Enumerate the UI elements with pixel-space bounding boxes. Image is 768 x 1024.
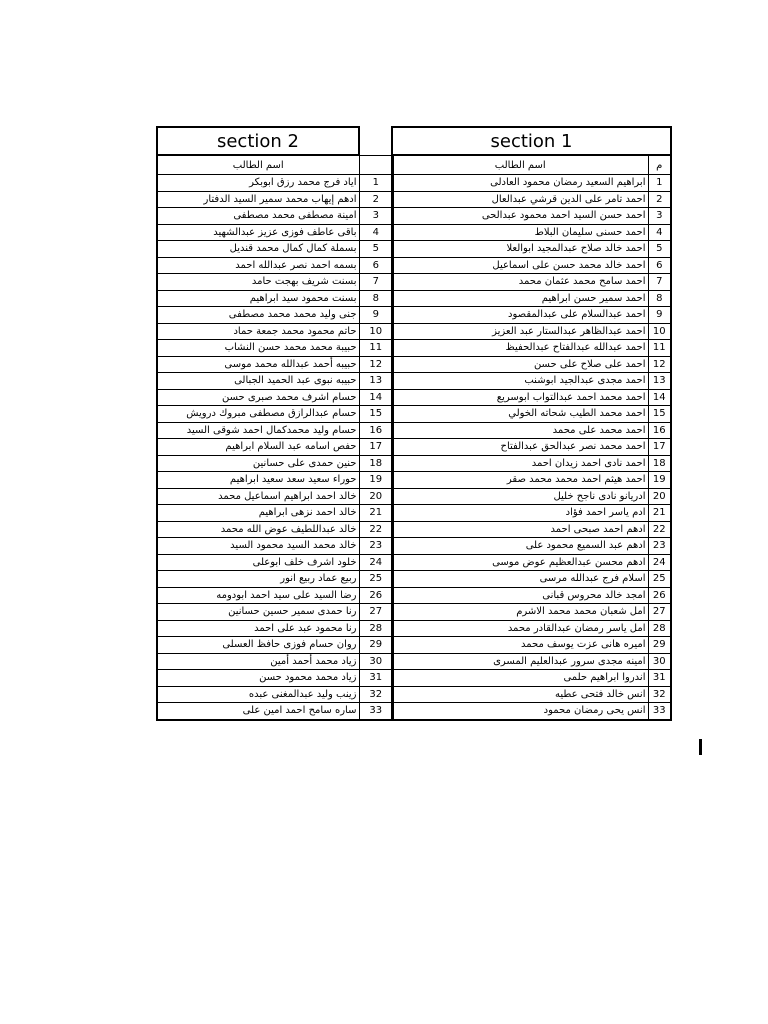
table-row xyxy=(157,191,393,208)
student-name: حسام عبدالرازق مصطفى مبروك درويش xyxy=(157,406,359,423)
student-name: احمد محمد نصر عبدالحق عبدالفتاح xyxy=(392,439,648,456)
table-row xyxy=(392,406,671,423)
section-1-title: section 1 xyxy=(392,127,671,155)
student-name: رنا محمود عبد على احمد xyxy=(157,620,359,637)
student-name: امينة مصطفى محمد مصطفى xyxy=(157,208,359,225)
row-number: 12 xyxy=(648,356,671,373)
student-name: احمد عبدالله عبدالفتاح عبدالحفيظ xyxy=(392,340,648,357)
row-number: 18 xyxy=(648,455,671,472)
table-row xyxy=(157,587,393,604)
row-number: 19 xyxy=(648,472,671,489)
row-number: 30 xyxy=(359,653,393,670)
student-name: احمد عبدالسلام على عبدالمقصود xyxy=(392,307,648,324)
student-name: احمد محمد احمد عبدالتواب ابوسريع xyxy=(392,389,648,406)
row-number: 29 xyxy=(359,637,393,654)
student-name: رضا السيد على سيد احمد ابودومه xyxy=(157,587,359,604)
student-name: ابراهيم السعيد رمضان محمود العادلى xyxy=(392,175,648,192)
student-name: ادم ياسر احمد فؤاد xyxy=(392,505,648,522)
table-row xyxy=(157,406,393,423)
student-name: ادريانو نادى ناجح خليل xyxy=(392,488,648,505)
row-number: 8 xyxy=(359,290,393,307)
table-row xyxy=(157,521,393,538)
row-number: 27 xyxy=(648,604,671,621)
student-name: باقى عاطف فوزى عزيز عبدالشهيد xyxy=(157,224,359,241)
student-name: اسلام فرج عبدالله مرسى xyxy=(392,571,648,588)
student-name: حبيبة محمد محمد حسن النشاب xyxy=(157,340,359,357)
row-number: 26 xyxy=(359,587,393,604)
table-row xyxy=(157,472,393,489)
row-number: 14 xyxy=(359,389,393,406)
table-row xyxy=(157,224,393,241)
row-number: 13 xyxy=(359,373,393,390)
section-2-table xyxy=(156,126,394,721)
row-number: 12 xyxy=(359,356,393,373)
student-name: انس يحى رمضان محمود xyxy=(392,703,648,720)
row-number: 25 xyxy=(359,571,393,588)
student-name: ادهم احمد صبحى احمد xyxy=(392,521,648,538)
row-number: 6 xyxy=(648,257,671,274)
table-row xyxy=(157,439,393,456)
table-row xyxy=(157,670,393,687)
row-number: 11 xyxy=(648,340,671,357)
table-row xyxy=(157,208,393,225)
row-number: 16 xyxy=(648,422,671,439)
student-name: بسنت شريف بهجت حامد xyxy=(157,274,359,291)
table-row xyxy=(157,356,393,373)
row-number: 21 xyxy=(359,505,393,522)
table-row xyxy=(157,653,393,670)
student-name: احمد خالد صلاح عبدالمجيد ابوالعلا xyxy=(392,241,648,258)
row-number: 22 xyxy=(648,521,671,538)
student-name: حبيبه نبوى عبد الحميد الجبالى xyxy=(157,373,359,390)
table-row xyxy=(392,257,671,274)
student-name: خالد محمد السيد محمود السيد xyxy=(157,538,359,555)
row-number: 1 xyxy=(359,175,393,192)
row-number: 17 xyxy=(359,439,393,456)
row-number: 25 xyxy=(648,571,671,588)
table-row xyxy=(392,208,671,225)
table-row xyxy=(157,257,393,274)
row-number: 10 xyxy=(648,323,671,340)
row-number: 20 xyxy=(359,488,393,505)
student-name: امينه مجدى سرور عبدالعليم المسرى xyxy=(392,653,648,670)
student-name: احمد نادى احمد زيدان احمد xyxy=(392,455,648,472)
table-row xyxy=(392,323,671,340)
section-1-name-header: اسم الطالب xyxy=(392,155,648,175)
section-2-title: section 2 xyxy=(157,127,359,155)
table-row xyxy=(392,389,671,406)
row-number: 32 xyxy=(359,686,393,703)
row-number: 7 xyxy=(359,274,393,291)
student-name: زياد محمد أحمد أمين xyxy=(157,653,359,670)
table-row xyxy=(157,323,393,340)
student-name: ساره سامح احمد امين على xyxy=(157,703,359,720)
student-name: احمد مجدى عبدالجيد ابوشنب xyxy=(392,373,648,390)
student-name: اميره هانى عزت يوسف محمد xyxy=(392,637,648,654)
table-row xyxy=(392,686,671,703)
table-row xyxy=(392,175,671,192)
row-number: 31 xyxy=(359,670,393,687)
row-number: 23 xyxy=(359,538,393,555)
table-row xyxy=(392,422,671,439)
table-row xyxy=(157,340,393,357)
student-name: روان حسام فوزى حافظ العسلى xyxy=(157,637,359,654)
student-name: حبيبه أحمد عبدالله محمد موسى xyxy=(157,356,359,373)
table-row xyxy=(392,703,671,720)
table-row xyxy=(392,670,671,687)
row-number: 5 xyxy=(359,241,393,258)
row-number: 9 xyxy=(359,307,393,324)
table-row xyxy=(392,373,671,390)
table-row xyxy=(392,191,671,208)
student-name: احمد تامر على الدين قرشي عبدالعال xyxy=(392,191,648,208)
row-number: 23 xyxy=(648,538,671,555)
table-row xyxy=(157,175,393,192)
row-number: 10 xyxy=(359,323,393,340)
row-number: 32 xyxy=(648,686,671,703)
table-row xyxy=(392,488,671,505)
table-row xyxy=(392,587,671,604)
student-name: انس خالد فتحى عطيه xyxy=(392,686,648,703)
row-number: 17 xyxy=(648,439,671,456)
student-name: اياد فرج محمد رزق ابوبكر xyxy=(157,175,359,192)
row-number: 8 xyxy=(648,290,671,307)
row-number: 3 xyxy=(648,208,671,225)
student-name: خالد احمد نزهى ابراهيم xyxy=(157,505,359,522)
row-number: 33 xyxy=(648,703,671,720)
student-name: خالد عبداللطيف عوض الله محمد xyxy=(157,521,359,538)
table-row xyxy=(392,472,671,489)
row-number: 2 xyxy=(359,191,393,208)
table-row xyxy=(392,604,671,621)
row-number: 30 xyxy=(648,653,671,670)
row-number: 9 xyxy=(648,307,671,324)
student-name: احمد حسن السيد احمد محمود عبدالحى xyxy=(392,208,648,225)
table-row xyxy=(392,521,671,538)
student-name: احمد هيثم احمد محمد محمد صقر xyxy=(392,472,648,489)
section-2-name-header: اسم الطالب xyxy=(157,155,359,175)
table-row xyxy=(157,373,393,390)
table-row xyxy=(157,274,393,291)
student-name: بسنت محمود سيد ابراهيم xyxy=(157,290,359,307)
row-number: 4 xyxy=(359,224,393,241)
table-row xyxy=(157,620,393,637)
row-number: 14 xyxy=(648,389,671,406)
table-row xyxy=(392,505,671,522)
row-number: 4 xyxy=(648,224,671,241)
student-name: احمد محمد الطيب شحاته الخولي xyxy=(392,406,648,423)
section-2-num-header xyxy=(359,155,393,175)
table-row xyxy=(392,571,671,588)
student-name: احمد حسنى سليمان البلاط xyxy=(392,224,648,241)
table-row xyxy=(157,703,393,720)
row-number: 29 xyxy=(648,637,671,654)
table-row xyxy=(392,554,671,571)
row-number: 3 xyxy=(359,208,393,225)
student-name: حنين حمدى على حسانين xyxy=(157,455,359,472)
student-name: حوراء سعيد سعد سعيد ابراهيم xyxy=(157,472,359,489)
student-name: احمد عبدالظاهر عبدالستار عبد العزيز xyxy=(392,323,648,340)
student-name: ادهم محسن عبدالعظيم عوض موسى xyxy=(392,554,648,571)
row-number: 27 xyxy=(359,604,393,621)
table-row xyxy=(392,653,671,670)
table-row xyxy=(157,422,393,439)
student-name: حسام اشرف محمد صبرى حسن xyxy=(157,389,359,406)
table-row xyxy=(392,340,671,357)
table-row xyxy=(157,389,393,406)
student-name: ادهم إيهاب محمد سمير السيد الدفتار xyxy=(157,191,359,208)
row-number: 19 xyxy=(359,472,393,489)
student-name: ربيع عماد ربيع انور xyxy=(157,571,359,588)
table-row xyxy=(157,505,393,522)
student-name: بسمه احمد نصر عبدالله احمد xyxy=(157,257,359,274)
table-row xyxy=(157,554,393,571)
row-number: 1 xyxy=(648,175,671,192)
student-name: حفص اسامه عبد السلام ابراهيم xyxy=(157,439,359,456)
row-number: 33 xyxy=(359,703,393,720)
row-number: 28 xyxy=(648,620,671,637)
student-name: جنى وليد محمد محمد مصطفى xyxy=(157,307,359,324)
row-number: 15 xyxy=(359,406,393,423)
student-name: احمد خالد محمد حسن على اسماعيل xyxy=(392,257,648,274)
table-row xyxy=(392,307,671,324)
table-row xyxy=(392,224,671,241)
table-row xyxy=(157,290,393,307)
student-name: احمد سمير حسن ابراهيم xyxy=(392,290,648,307)
row-number: 16 xyxy=(359,422,393,439)
student-name: حسام وليد محمدكمال احمد شوقى السيد xyxy=(157,422,359,439)
student-name: احمد سامح محمد عثمان محمد xyxy=(392,274,648,291)
row-number: 15 xyxy=(648,406,671,423)
row-number: 6 xyxy=(359,257,393,274)
table-row xyxy=(392,356,671,373)
table-row xyxy=(157,571,393,588)
table-row xyxy=(157,488,393,505)
table-row xyxy=(392,538,671,555)
table-row xyxy=(392,290,671,307)
student-name: ادهم عبد السميع محمود على xyxy=(392,538,648,555)
student-name: خلود اشرف خلف ابوعلى xyxy=(157,554,359,571)
student-name: حاتم محمود محمد جمعة حماد xyxy=(157,323,359,340)
student-name: امل شعبان محمد محمد الاشرم xyxy=(392,604,648,621)
row-number: 13 xyxy=(648,373,671,390)
student-name: بسملة كمال كمال محمد قنديل xyxy=(157,241,359,258)
table-row xyxy=(157,637,393,654)
table-row xyxy=(157,686,393,703)
row-number: 22 xyxy=(359,521,393,538)
table-row xyxy=(157,455,393,472)
row-number: 18 xyxy=(359,455,393,472)
student-name: زينب وليد عبدالمغنى عبده xyxy=(157,686,359,703)
table-row xyxy=(157,538,393,555)
row-number: 24 xyxy=(359,554,393,571)
table-row xyxy=(392,439,671,456)
student-name: خالد احمد ابراهيم اسماعيل محمد xyxy=(157,488,359,505)
student-name: رنا حمدى سمير حسين حسانين xyxy=(157,604,359,621)
row-number: 31 xyxy=(648,670,671,687)
student-name: احمد محمد على محمد xyxy=(392,422,648,439)
table-row xyxy=(157,604,393,621)
student-name: اندروا ابراهيم حلمى xyxy=(392,670,648,687)
row-number: 24 xyxy=(648,554,671,571)
student-name: زياد محمد محمود حسن xyxy=(157,670,359,687)
table-row xyxy=(392,620,671,637)
table-row xyxy=(157,307,393,324)
row-number: 21 xyxy=(648,505,671,522)
table-row xyxy=(392,455,671,472)
table-row xyxy=(392,241,671,258)
student-name: امل ياسر رمضان عبدالقادر محمد xyxy=(392,620,648,637)
student-name: احمد على صلاح على حسن xyxy=(392,356,648,373)
table-row xyxy=(157,241,393,258)
vertical-mark xyxy=(699,739,702,755)
row-number: 26 xyxy=(648,587,671,604)
row-number: 2 xyxy=(648,191,671,208)
row-number: 11 xyxy=(359,340,393,357)
table-row xyxy=(392,274,671,291)
row-number: 28 xyxy=(359,620,393,637)
row-number: 5 xyxy=(648,241,671,258)
table-row xyxy=(392,637,671,654)
section-1-table xyxy=(391,126,672,721)
row-number: 7 xyxy=(648,274,671,291)
row-number: 20 xyxy=(648,488,671,505)
student-name: امجد خالد محروس قبانى xyxy=(392,587,648,604)
section-1-num-header: م xyxy=(648,155,671,175)
